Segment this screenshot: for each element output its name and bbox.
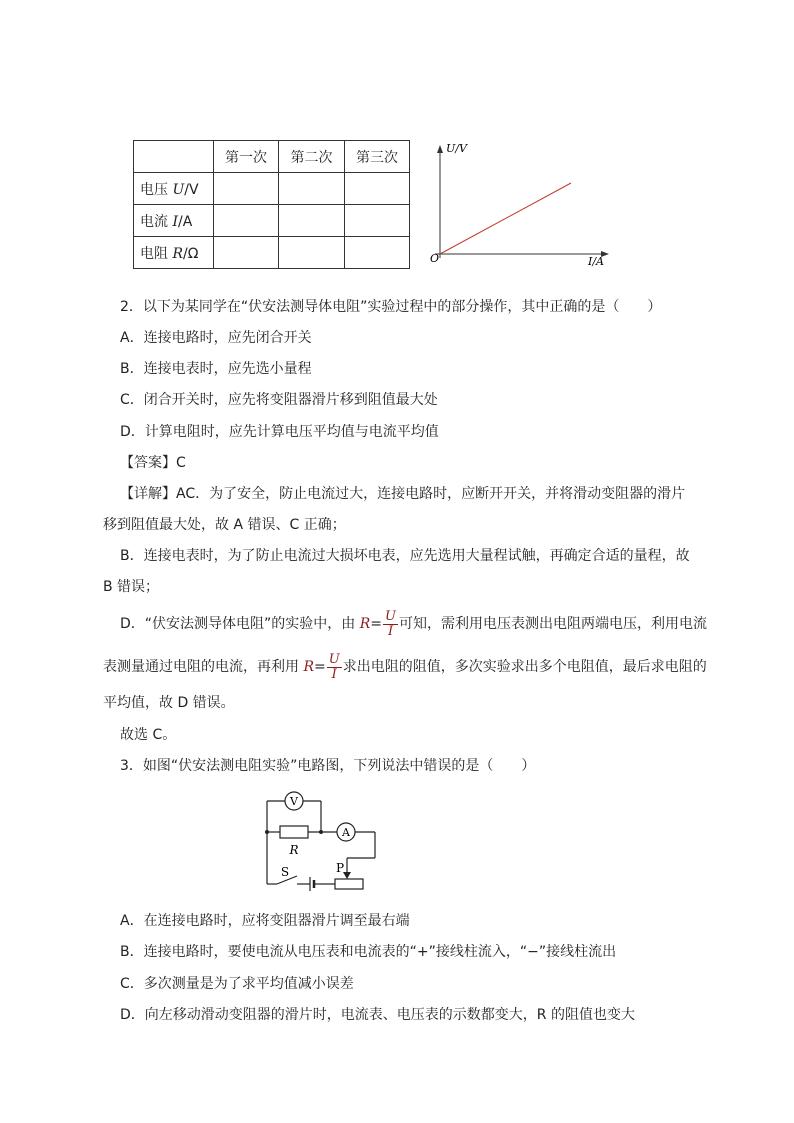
fraction-numerator: U xyxy=(328,651,340,667)
rheostat-symbol xyxy=(335,879,363,889)
y-axis-label: U/V xyxy=(446,142,467,155)
slider-label: P xyxy=(335,861,345,875)
table-row-label xyxy=(134,173,214,205)
fraction-denominator: I xyxy=(331,666,337,682)
table-row-label xyxy=(134,237,214,269)
q2-option-c: C．闭合开关时，应先将变阻器滑片移到阻值最大处 xyxy=(120,392,438,408)
q2-detail-line-1 xyxy=(120,484,685,504)
table-cell xyxy=(214,237,279,269)
y-axis-arrow-icon xyxy=(437,145,443,153)
q2-option-b: B．连接电表时，应先选小量程 xyxy=(120,361,312,377)
detail-text: 求出电阻的阻值，多次实验求出多个电阻值，最后求电阻的 xyxy=(342,659,707,675)
row-label-unit: /V xyxy=(184,181,199,198)
formula-eq: = xyxy=(314,659,326,675)
detail-text: D．“伏安法测导体电阻”的实验中，由 xyxy=(120,616,360,632)
answer-value: C xyxy=(176,455,186,471)
table-cell xyxy=(345,173,410,205)
row-label-text: 电压 xyxy=(140,181,168,198)
q2-detail-line-3: B．连接电表时，为了防止电流过大损坏电表，应先选用大量程试触，再确定合适的量程，故 xyxy=(120,548,690,564)
q3-stem: 3．如图“伏安法测电阻实验”电路图，下列说法中错误的是（ ） xyxy=(120,758,536,774)
q2-detail-line-2: 移到阻值最大处，故 A 错误、C 正确； xyxy=(103,517,346,533)
table-row xyxy=(134,237,410,269)
table-row xyxy=(134,173,410,205)
formula-r: R xyxy=(359,616,371,632)
u-i-graph xyxy=(425,138,625,273)
detail-text: 可知，需利用电压表测出电阻两端电压，利用电流 xyxy=(399,616,707,632)
detail-text: 表测量通过电阻的电流，再利用 xyxy=(103,659,304,675)
detail-tag: 【详解】 xyxy=(120,486,176,502)
row-label-var: R xyxy=(172,245,183,262)
q3-option-a: A．在连接电路时，应将变阻器滑片调至最右端 xyxy=(120,913,410,929)
q2-detail-line-5 xyxy=(120,606,707,642)
resistor-symbol xyxy=(280,826,308,838)
row-label-unit: /Ω xyxy=(183,245,199,262)
table-row xyxy=(134,205,410,237)
q2-stem: 2．以下为某同学在“伏安法测导体电阻”实验过程中的部分操作，其中正确的是（ ） xyxy=(120,299,662,315)
row-label-var: I xyxy=(172,213,178,230)
formula-fraction xyxy=(327,653,342,682)
table-header-cell: 第二次 xyxy=(279,141,345,173)
table-cell xyxy=(345,205,410,237)
junction-dot xyxy=(319,830,323,834)
circuit-diagram xyxy=(255,788,385,896)
fraction-denominator: I xyxy=(387,623,394,639)
x-axis-label: I/A xyxy=(588,255,604,268)
table-cell xyxy=(279,173,345,205)
q3-option-d: D．向左移动滑动变阻器的滑片时，电流表、电压表的示数都变大，R 的阻值也变大 xyxy=(120,1007,635,1023)
fraction-numerator: U xyxy=(385,608,396,624)
row-label-text: 电阻 xyxy=(140,245,168,262)
table-cell xyxy=(345,237,410,269)
formula-r: R xyxy=(303,659,314,675)
table-cell xyxy=(279,205,345,237)
resistor-label: R xyxy=(289,843,299,857)
formula-fraction xyxy=(383,610,398,639)
q2-answer xyxy=(120,453,186,473)
voltmeter-label: V xyxy=(290,795,298,808)
switch-label: S xyxy=(280,865,290,879)
q3-option-c: C．多次测量是为了求平均值减小误差 xyxy=(120,976,354,992)
table-header-cell: 第三次 xyxy=(345,141,410,173)
table-cell xyxy=(279,237,345,269)
q2-detail-line-4: B 错误； xyxy=(103,579,160,595)
table-row-label xyxy=(134,205,214,237)
q2-detail-line-6 xyxy=(103,649,707,685)
u-i-line xyxy=(440,183,571,254)
detail-text: AC．为了安全，防止电流过大，连接电路时，应断开开关，并将滑动变阻器的滑片 xyxy=(176,486,686,502)
q3-option-b: B．连接电路时，要使电流从电压表和电流表的“+”接线柱流入，“−”接线柱流出 xyxy=(120,944,617,960)
q2-conclusion: 故选 C。 xyxy=(120,727,177,743)
origin-label: O xyxy=(430,252,440,265)
table-cell xyxy=(214,173,279,205)
table-header-cell xyxy=(134,141,214,173)
ammeter-label: A xyxy=(342,826,350,839)
row-label-var: U xyxy=(172,181,185,198)
table-header-cell: 第一次 xyxy=(214,141,279,173)
q2-detail-line-7: 平均值，故 D 错误。 xyxy=(103,695,235,711)
answer-tag: 【答案】 xyxy=(120,455,176,471)
q2-option-a: A．连接电路时，应先闭合开关 xyxy=(120,330,312,346)
junction-dot xyxy=(265,830,269,834)
slider-arrow-icon xyxy=(343,872,351,879)
table-cell xyxy=(214,205,279,237)
q2-option-d: D．计算电阻时，应先计算电压平均值与电流平均值 xyxy=(120,424,439,440)
data-table xyxy=(133,140,410,269)
table-header-row xyxy=(134,141,410,173)
row-label-unit: /A xyxy=(177,213,193,230)
formula-eq: = xyxy=(370,616,383,632)
row-label-text: 电流 xyxy=(140,213,168,230)
